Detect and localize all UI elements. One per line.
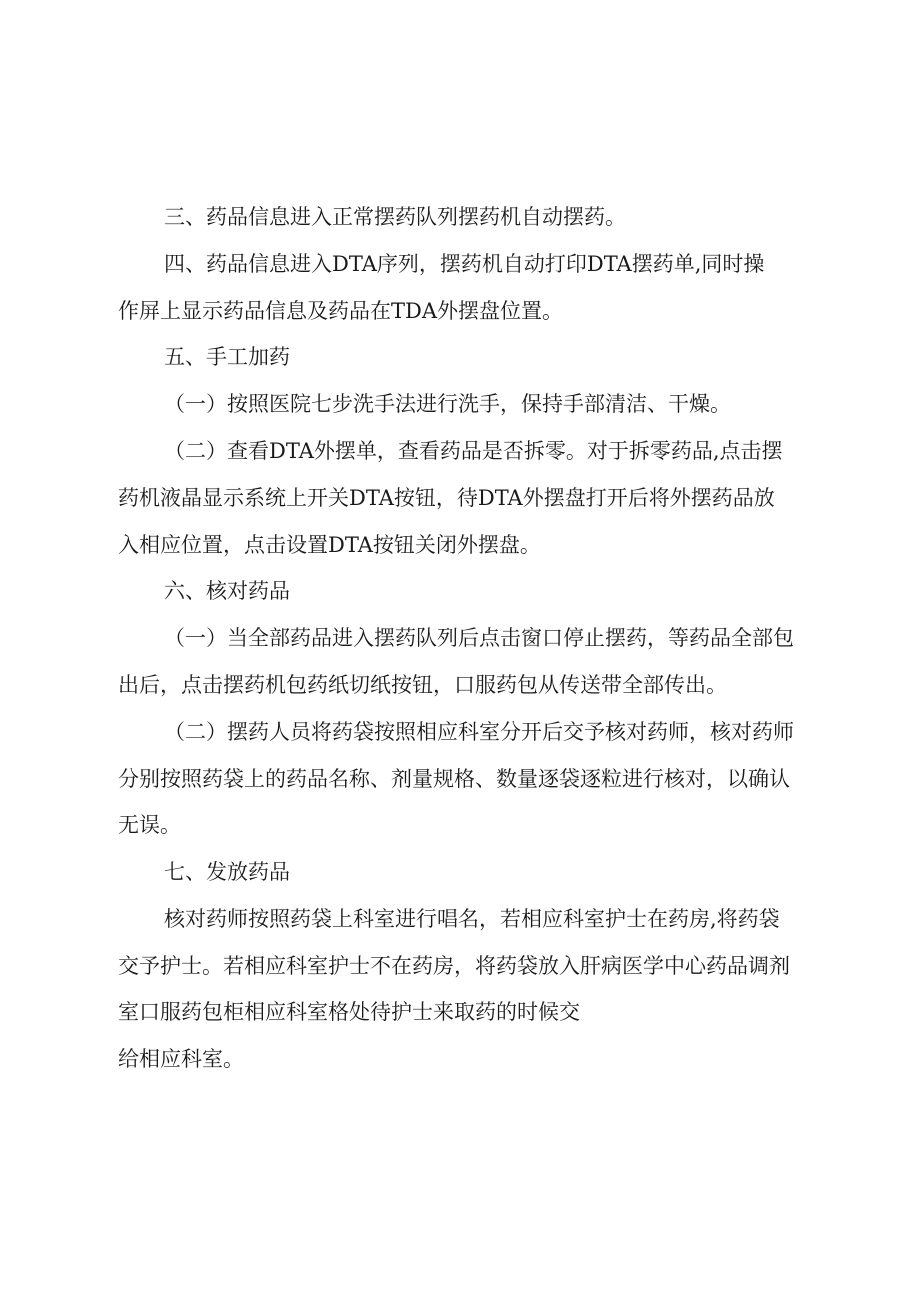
line-step-4-cont: 作屏上显示药品信息及药品在TDA外摆盘位置。	[118, 299, 564, 323]
line-step-7-1-cont-c: 给相应科室。	[118, 1047, 244, 1071]
line-step-7-1: 核对药师按照药袋上科室进行唱名，若相应科室护士在药房,将药袋	[164, 907, 780, 931]
line-step-6-1: （一）当全部药品进入摆药队列后点击窗口停止摆药，等药品全部包	[164, 626, 794, 650]
line-step-6-2-cont-a: 分别按照药袋上的药品名称、剂量规格、数量逐袋逐粒进行核对，以确认	[118, 767, 790, 791]
line-step-5-1: （一）按照医院七步洗手法进行洗手，保持手部清洁、干燥。	[164, 392, 731, 416]
line-step-7-1-cont-a: 交予护士。若相应科室护士不在药房，将药袋放入肝病医学中心药品调剂	[118, 954, 790, 978]
line-step-5-2: （二）查看DTA外摆单，查看药品是否拆零。对于拆零药品,点击摆	[164, 439, 783, 463]
line-step-6-1-cont: 出后，点击摆药机包药纸切纸按钮，口服药包从传送带全部传出。	[118, 673, 727, 697]
line-step-4: 四、药品信息进入DTA序列，摆药机自动打印DTA摆药单,同时操	[164, 252, 765, 276]
heading-step-7: 七、发放药品	[164, 860, 290, 884]
line-step-7-1-cont-b: 室口服药包柜相应科室格处待护士来取药的时候交	[118, 1000, 580, 1024]
line-step-3: 三、药品信息进入正常摆药队列摆药机自动摆药。	[164, 205, 626, 229]
line-step-6-2: （二）摆药人员将药袋按照相应科室分开后交予核对药师，核对药师	[164, 720, 794, 744]
line-step-6-2-cont-b: 无误。	[118, 813, 181, 837]
heading-step-6: 六、核对药品	[164, 579, 290, 603]
line-step-5-2-cont-a: 药机液晶显示系统上开关DTA按钮，待DTA外摆盘打开后将外摆药品放	[118, 486, 775, 510]
line-step-5-2-cont-b: 入相应位置，点击设置DTA按钮关闭外摆盘。	[118, 533, 541, 557]
heading-step-5: 五、手工加药	[164, 345, 290, 369]
